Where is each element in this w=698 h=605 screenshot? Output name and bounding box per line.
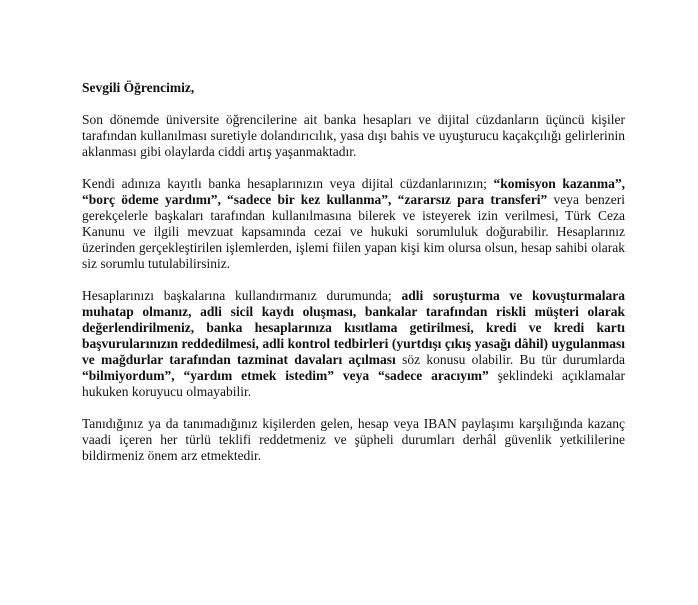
text-run: şeklindeki açıklamalar hukuken koruyucu olmayabilir. (82, 368, 626, 399)
salutation: Sevgili Öğrencimiz, (82, 80, 195, 95)
text-run: Kendi adınıza kayıtlı banka hesaplarınızın veya dijital cüzdanlarınızın; (82, 176, 494, 191)
text-run: söz konusu olabilir. Bu tür durumlarda (395, 352, 625, 367)
text-run: Hesaplarınızı başkalarına kullandırmanız durumunda; (82, 288, 402, 303)
text-run: veya benzeri gerekçelerle başkaları tarafından kullanılmasına bilerek ve isteyerek izin verilmesi, Türk Ceza Kanunu ve ilgili mevzuat kapsamında cezai ve hukuki sorumluluk doğurabilir. Hesaplarınız üzerinden gerçekleştirilen işlemlerden, işlemi fiilen yapan kişi kim olursa olsun, hesap sahibi olarak siz sorumlu tutulabilirsiniz. (82, 192, 625, 271)
text-run-bold: “komisyon kazanma”, “borç ödeme yardımı”, “sadece bir kez kullanma”, “zararsız para transferi” (82, 176, 626, 207)
paragraph-intro (82, 112, 625, 160)
text-run: Son dönemde üniversite öğrencilerine ait banka hesapları ve dijital cüzdanların üçüncü kişiler tarafından kullanılması suretiyle dolandırıcılık, yasa dışı bahis ve uyuşturucu kaçakçılığı gelirlerinin aklanması gibi olaylarda ciddi artış yaşanmaktadır. (82, 112, 625, 159)
paragraph-consent-warning (82, 176, 625, 272)
paragraph-advice (82, 416, 625, 464)
paragraph-consequences (82, 288, 625, 400)
text-run-bold: adli soruşturma ve kovuşturmalara muhatap olmanız, adli sicil kaydı oluşması, bankalar tarafından riskli müşteri olarak değerlendirilmeniz, banka hesaplarınıza kısıtlama getirilmesi, kredi ve kredi kartı başvurularınızın reddedilmesi, adli kontrol tedbirleri (yurtdışı çıkış yasağı dâhil) uygulanması ve mağdurlar tarafından tazminat davaları açılması (82, 288, 625, 367)
text-run-bold: “bilmiyordum”, “yardım etmek istedim” veya “sadece aracıyım” (82, 368, 489, 383)
text-run: Tanıdığınız ya da tanımadığınız kişilerden gelen, hesap veya IBAN paylaşımı karşılığında kazanç vaadi içeren her türlü teklifi reddetmeniz ve şüpheli durumları derhâl güvenlik yetkililerine bildirmeniz önem arz etmektedir. (82, 416, 625, 463)
